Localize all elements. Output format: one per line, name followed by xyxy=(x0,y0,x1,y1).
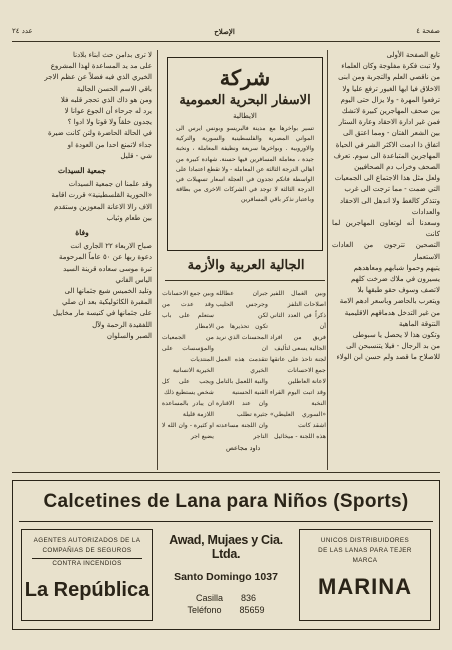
article-line: الصبر والسلوان xyxy=(106,331,152,340)
ad-subtitle: الاسفار البحرية العمومية xyxy=(179,93,311,108)
ad-divider xyxy=(19,521,433,522)
la-republica-brand: La República xyxy=(24,579,150,601)
article-line: يرد له جرحاء أن الجوع عوانا لا xyxy=(64,107,152,116)
telefono-row xyxy=(157,605,295,615)
company-info xyxy=(157,533,295,623)
article-line: لاتصف وسوف حقو طبقها بلا xyxy=(357,286,440,295)
article-line: من بد الرجال - فيلا يتنسبحن الى xyxy=(346,342,440,351)
company-address: Santo Domingo 1037 xyxy=(174,571,278,583)
column-divider xyxy=(157,50,158,470)
article-line: الصحف وخراب دم الصحافيين xyxy=(354,163,440,172)
article-line: بين الشعر الفتان - ومما اعتق الى xyxy=(343,129,440,138)
article-line: المقبرة الكاثوليكية بعد ان صلي xyxy=(61,298,152,307)
article-line: الياس الفاني xyxy=(115,275,152,284)
article-line: التصحين تترجون من العادات الاستعمار xyxy=(332,241,440,261)
article-line: الخيري الذي فيه فضلاً عن عظم الاجر xyxy=(44,73,152,82)
casilla-label: Casilla xyxy=(195,593,223,603)
article-line: وتليد الخميس شيع جثمانها الى xyxy=(64,287,152,296)
article-line: وقد علمنا ان جمعية السيدات xyxy=(68,180,152,189)
marina-line: UNICOS DISTRIBUIDORES xyxy=(320,537,410,544)
article-line: على مد يد المساعدة لهذا المشروع xyxy=(50,62,152,71)
article-line: اتفاق ذا ادمت الاكثر الشر في الحياة xyxy=(335,140,440,149)
socks-advertisement xyxy=(12,480,440,630)
article-line: ومن هو ذاك الذي تحجر قلبه فلا xyxy=(60,95,152,104)
header-rule xyxy=(12,41,440,42)
article-line: في الحالة الحاضرة ولتن كانت ضيرة xyxy=(48,129,152,138)
casilla-value: 836 xyxy=(240,593,257,603)
ad-nationality: الايطالية xyxy=(233,112,257,120)
left-column-article xyxy=(12,50,152,470)
marina-brand: MARINA xyxy=(318,574,412,599)
article-line: وبين جمع الاحسانات xyxy=(162,290,214,297)
article-line: على جثمانها في كنيسة مار مخاييل xyxy=(52,309,152,318)
telefono-value: 85659 xyxy=(239,605,265,615)
insurance-line: COMPAÑIAS DE SEGUROS xyxy=(42,547,132,554)
article-line: ولا تبت فكرة مفلوجة وكان العلماء xyxy=(341,62,440,71)
article-line: ويجب على كل شخص يستطيع ذلك xyxy=(162,378,214,396)
article-line: يسيرون في ملاك ضرخت كلهم xyxy=(350,275,440,284)
article-line: لجنة تاحذ على عاتقها جمع الاحسانات xyxy=(270,356,326,374)
article-line: وتتذكر كالغط ولا اندهل الى الاحقاد xyxy=(340,196,440,205)
article-line: وتكون هذا لا يحصل يا سبوطى xyxy=(352,331,440,340)
article-line: الخيرية الانسانية xyxy=(172,367,214,374)
article-line: «الحورية القلسطينية» قررت اقامة xyxy=(51,191,152,200)
article-line: من الجمعيات والمؤسسات على المنتديات xyxy=(162,334,214,363)
article-line: الاف رالا الاعانة المعوزين وستقدم xyxy=(53,202,152,211)
telefono-label: Teléfono xyxy=(187,605,222,615)
article-line: المهاجرين المتباعدة الى سوم. تعرف xyxy=(333,151,440,160)
article-line: والنية اللعمل بالتامل القنية الحسنية xyxy=(216,378,268,396)
page-header xyxy=(12,24,440,38)
ad-headline: Calcetines de Lana para Niños (Sports) xyxy=(43,491,409,512)
company-name: Awad, Mujaes y Cia. Ltda. xyxy=(169,533,283,561)
article-line: وقد عدت من ستعلم على باب الامطار xyxy=(162,301,214,330)
casilla-row xyxy=(157,593,295,603)
center-article-col-b xyxy=(216,288,268,440)
issue-number: عدد ٢٤ xyxy=(12,27,33,35)
article-line: جبران عطالله وجرجس الحليب لكن xyxy=(216,290,268,319)
article-line: يتيهم وحموا شبابهم ومعاهدهم xyxy=(353,263,440,272)
article-line: ان يبادر بالمساعدة اللازمة قليلة xyxy=(162,400,214,418)
marina-box xyxy=(299,529,431,621)
center-article-col-a xyxy=(270,288,326,440)
marina-line: MARCA xyxy=(352,557,378,564)
article-line: دعوة ربها عن ٥٠ عاماً المرحومة xyxy=(58,253,152,262)
article-line: وسعدنا أنه لوتعاون المهاجرين لما كانت xyxy=(332,219,440,239)
article-line: وان عند الاقنارة جثيرة تطلب xyxy=(216,400,268,418)
article-line: «السوري العليطي» اشقد كانت xyxy=(270,411,326,429)
article-line: صباح الاربعاء ٢٢ الجاري انت xyxy=(70,242,152,251)
insurance-line: AGENTES AUTORIZADOS DE LA xyxy=(33,537,141,544)
article-line: ولعل مثل هذا الاجتماع الى الجمعيات xyxy=(334,174,440,183)
article-line: هذه اللجنة - ميخائيل xyxy=(274,433,326,440)
section-heading: جمعية السيدات xyxy=(58,166,106,176)
article-line: فريق من افراد الجالية يسعى لتأليف xyxy=(270,334,326,352)
ad-title: شركة xyxy=(219,65,271,90)
headline-rule xyxy=(165,280,325,281)
article-line: لا ترى بدامن حث ابناء بلادنا xyxy=(72,51,152,59)
newspaper-name: الإصلاح xyxy=(214,26,235,36)
page-number: صفحة ٤ xyxy=(416,27,440,35)
article-line: تابع الصفحة الأولى xyxy=(386,51,440,59)
article-line: وقد اتبت اليوم القراء النخبة xyxy=(270,389,326,407)
article-line: للاصلاح ما قصد ولم حسن ابن الولاء xyxy=(336,353,440,362)
ad-top-rule xyxy=(12,472,440,473)
insurance-box xyxy=(21,529,153,621)
article-line: تبرة موسى سعاده قرينة السيد xyxy=(63,264,152,273)
article-line: النتوقة الماهية xyxy=(398,319,440,328)
article-line: باقي الاسم الحسن الجالية xyxy=(76,84,152,93)
article-line: ترفعوا المهرة - ولا يزال حتى اليوم xyxy=(340,95,440,104)
article-line: يجدون خلقاً ولا قوتا ولا ادوا ؟ xyxy=(67,118,152,127)
article-line: او كثيرة - وان الله لا يضيع اجر xyxy=(162,422,214,440)
article-line: ويتعرب بالحاضر وباسعر ادهم الامة xyxy=(339,297,440,306)
article-line: تتقدمت هذه العمل الخيري xyxy=(216,356,268,374)
article-line: من غير التدخل هدماقهم الاقليمية xyxy=(344,308,440,317)
article-line: شي - قليل xyxy=(120,151,152,160)
article-line: وبين الغمال اللفير اصلاحات التلفز xyxy=(270,290,326,308)
article-line: وان اللجنة مساعدته التاجر xyxy=(216,422,268,440)
article-line: الاخلاق فيا ايها الغيور ترفع عليا ولا xyxy=(342,84,440,93)
ad-body: تسير بواخرها مع مدينة فالبريسو وبونس ايرس الى المواني المصرية والفلسطينية والسورية والتركية والاوروبية . وبواخرها سريعة ونظيفة المعاملة ، ونخبة جيدة ، معاملة المسافرين فيها حسنة. شهادة كبيرة من اهالي الدرجة الثالثة عن المعاملة - ولا تقطع اعتمادا على الواسطة فانكم تجدون في العجلة اسعار تسهيلات في الدرجة الثالثة لا توجد في الشركات الاخرى من بطاقة وباعتبار نذكر باقي المسافرين xyxy=(176,125,314,204)
article-line: لاعانة العاطلين xyxy=(287,378,326,385)
article-line: تكون تحذيرها من المحسنات الذي نريد ان xyxy=(216,323,268,352)
article-signature: داود مجاعص xyxy=(226,444,261,452)
article-line: فمن غير ادارة الاحقاد وعارة الستار xyxy=(338,118,440,127)
shipping-company-ad xyxy=(167,57,323,251)
article-line: من ناقصي العلم والتجربة ومن ابنى xyxy=(338,73,440,82)
article-line: ذكراً في العدد الثاني أن xyxy=(270,312,326,330)
marina-line: DE LAS LANAS PARA TEJER xyxy=(318,547,412,554)
center-article-col-c xyxy=(162,288,214,440)
section-heading: وفاة xyxy=(75,228,89,238)
right-column-article xyxy=(332,50,440,472)
article-line: اللفقيدة الرحمة ولآل xyxy=(92,320,152,329)
article-headline: الجالية العربية والأزمة xyxy=(187,258,305,273)
insurance-line: CONTRA INCENDIOS xyxy=(32,558,142,569)
article-line: جداء لاتمنع احدا من العودة او xyxy=(67,140,152,149)
article-line: والعدادات xyxy=(411,207,440,216)
article-line: بين صحف المهاجرين كبيرة لاتشك xyxy=(341,107,440,116)
article-line: التي ضمت - مما ترجت الى غرب xyxy=(344,185,440,194)
article-line: بين طعام وثياب xyxy=(106,213,152,222)
